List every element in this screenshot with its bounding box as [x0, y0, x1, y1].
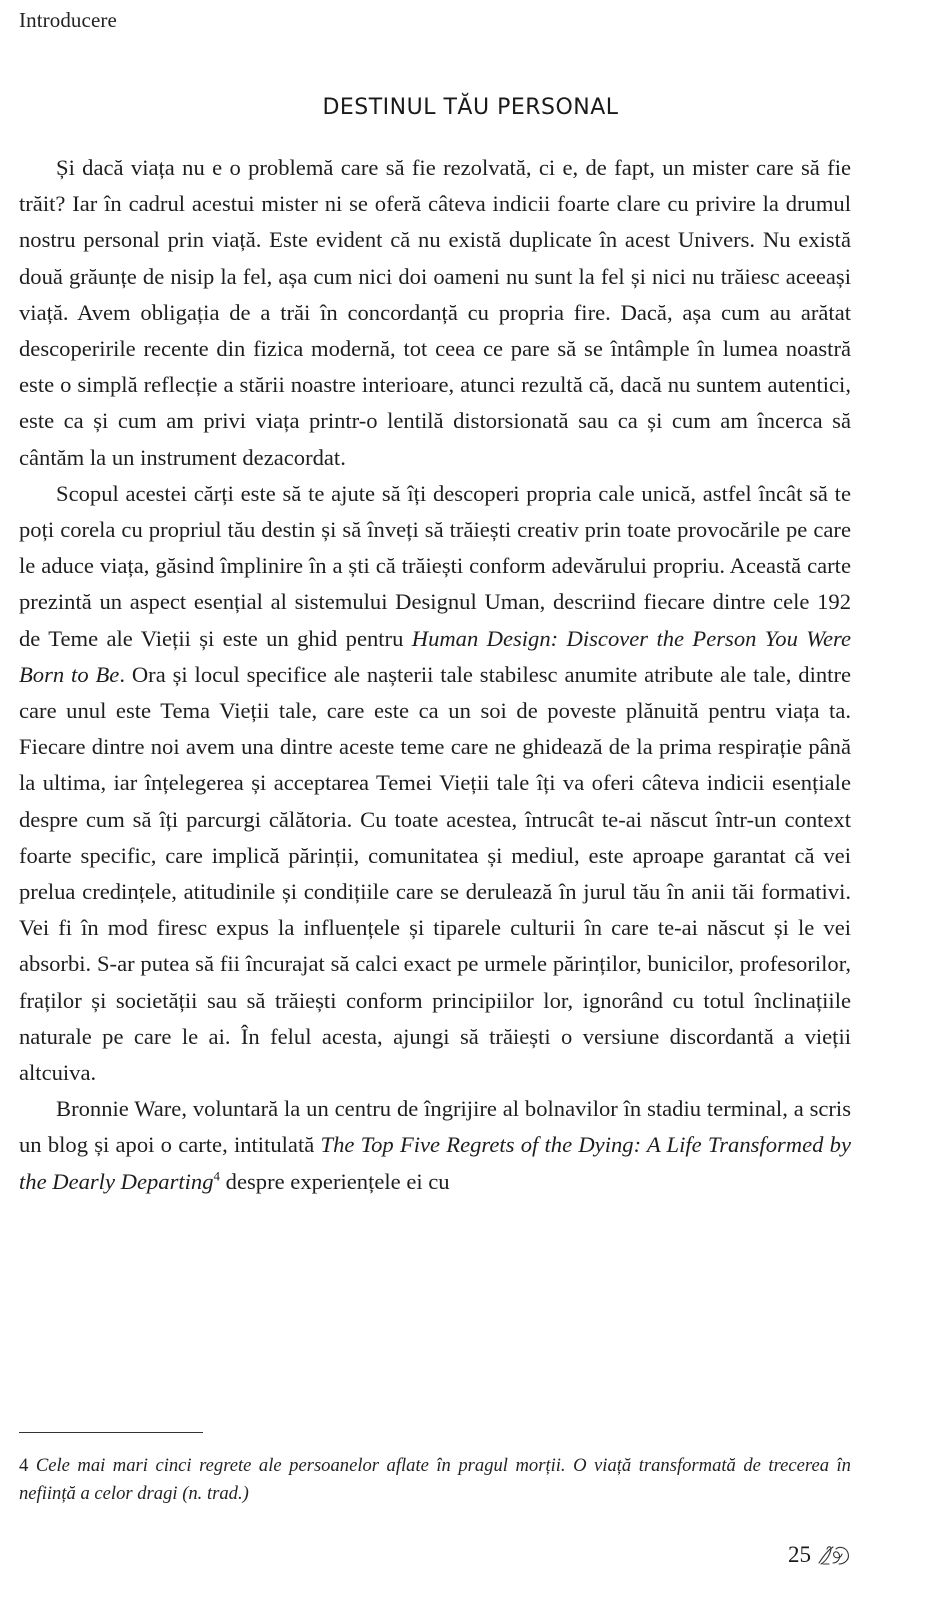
paragraph-3-text-a: Bronnie Ware, voluntară la un centru de îngrijire al bolnavilor în stadiu terminal, a scris un blog și apoi o carte, intitulată [19, 1096, 851, 1158]
book-title-human-design: Human Design: Discover the Person You Were Born to Be [19, 625, 851, 687]
paragraph-1: Și dacă viața nu e o problemă care să fie rezolvată, ci e, de fapt, un mister care să fie trăit? Iar în cadrul acestui mister ni se oferă câteva indicii foarte clare cu privire la drumul nostru personal prin viață. Este evident că nu există duplicate în acest Univers. Nu există două grăunțe de nisip la fel, așa cum nici doi oameni nu sunt la fel și nici nu trăiesc aceeași viață. Avem obligația de a trăi în concordanță cu propria fire. Dacă, așa cum au arătat descoperirile recente din fizica modernă, tot ceea ce pare să se întâmple în lumea noastră este o simplă reflecție a stării noastre interioare, atunci rezultă că, dacă nu suntem autentici, este ca și cum am privi viața printr-o lentilă distorsionată sau ca și cum am încerca să cântăm la un instrument dezacordat. [19, 155, 851, 470]
paragraph-3 [19, 1091, 851, 1200]
flourish-ornament-icon [817, 1543, 851, 1567]
footnote-number: 4 [19, 1455, 29, 1476]
footnote [19, 1452, 851, 1508]
footnote-reference[interactable]: 4 [213, 1168, 221, 1184]
paragraph-2 [19, 476, 851, 1091]
page-footer [788, 1542, 851, 1568]
book-title-top-five-regrets: The Top Five Regrets of the Dying: A Life Transformed by the Dearly Departing [19, 1132, 851, 1194]
footnote-divider [19, 1432, 203, 1433]
paragraph-3-text-b: despre experiențele ei cu [220, 1168, 450, 1194]
paragraph-2-text-a: Scopul acestei cărți este să te ajute să îți descoperi propria cale unică, astfel încât să te poți corela cu propriul tău destin și să înveți să trăiești creativ prin toate provocările pe care le aduce viața, găsind împlinire în a ști că trăiești conform adevărului propriu. Această carte prezintă un aspect esențial al sistemului Designul Uman, descriind fiecare dintre cele 192 de Teme ale Vieții și este un ghid pentru [19, 480, 851, 651]
body-text [19, 150, 851, 1200]
chapter-title: DESTINUL TĂU PERSONAL [322, 95, 619, 120]
running-head: Introducere [19, 8, 117, 32]
page-number: 25 [788, 1542, 811, 1567]
footnote-text: Cele mai mari cinci regrete ale persoanelor aflate în pragul morții. O viață transformată de trecerea în neființă a celor dragi (n. trad.) [19, 1455, 851, 1504]
paragraph-2-text-b: . Ora și locul specifice ale nașterii tale stabilesc anumite atribute ale tale, dintre care unul este Tema Vieții tale, care este ca un soi de poveste plănuită pentru viața ta. Fiecare dintre noi avem una dintre aceste teme care ne ghidează de la prima respirație până la ultima, iar înțelegerea și acceptarea Temei Vieții tale îți va oferi câteva indicii esențiale despre cum să îți parcurgi călătoria. Cu toate acestea, întrucât te-ai născut într-un context foarte specific, care implică părinții, comunitatea și mediul, este aproape garantat că vei prelua credințele, atitudinile și condițiile care se derulează în jurul tău în anii tăi formativi. Vei fi în mod firesc expus la influențele și tiparele culturii în care te-ai născut și le vei absorbi. S-ar putea să fii încurajat să calci exact pe urmele părinților, bunicilor, profesorilor, fraților și societății sau să trăiești conform principiilor lor, ignorând cu totul înclinațiile naturale pe care le ai. În felul acesta, ajungi să trăiești o versiune discordantă a vieții altcuiva. [19, 661, 852, 1086]
